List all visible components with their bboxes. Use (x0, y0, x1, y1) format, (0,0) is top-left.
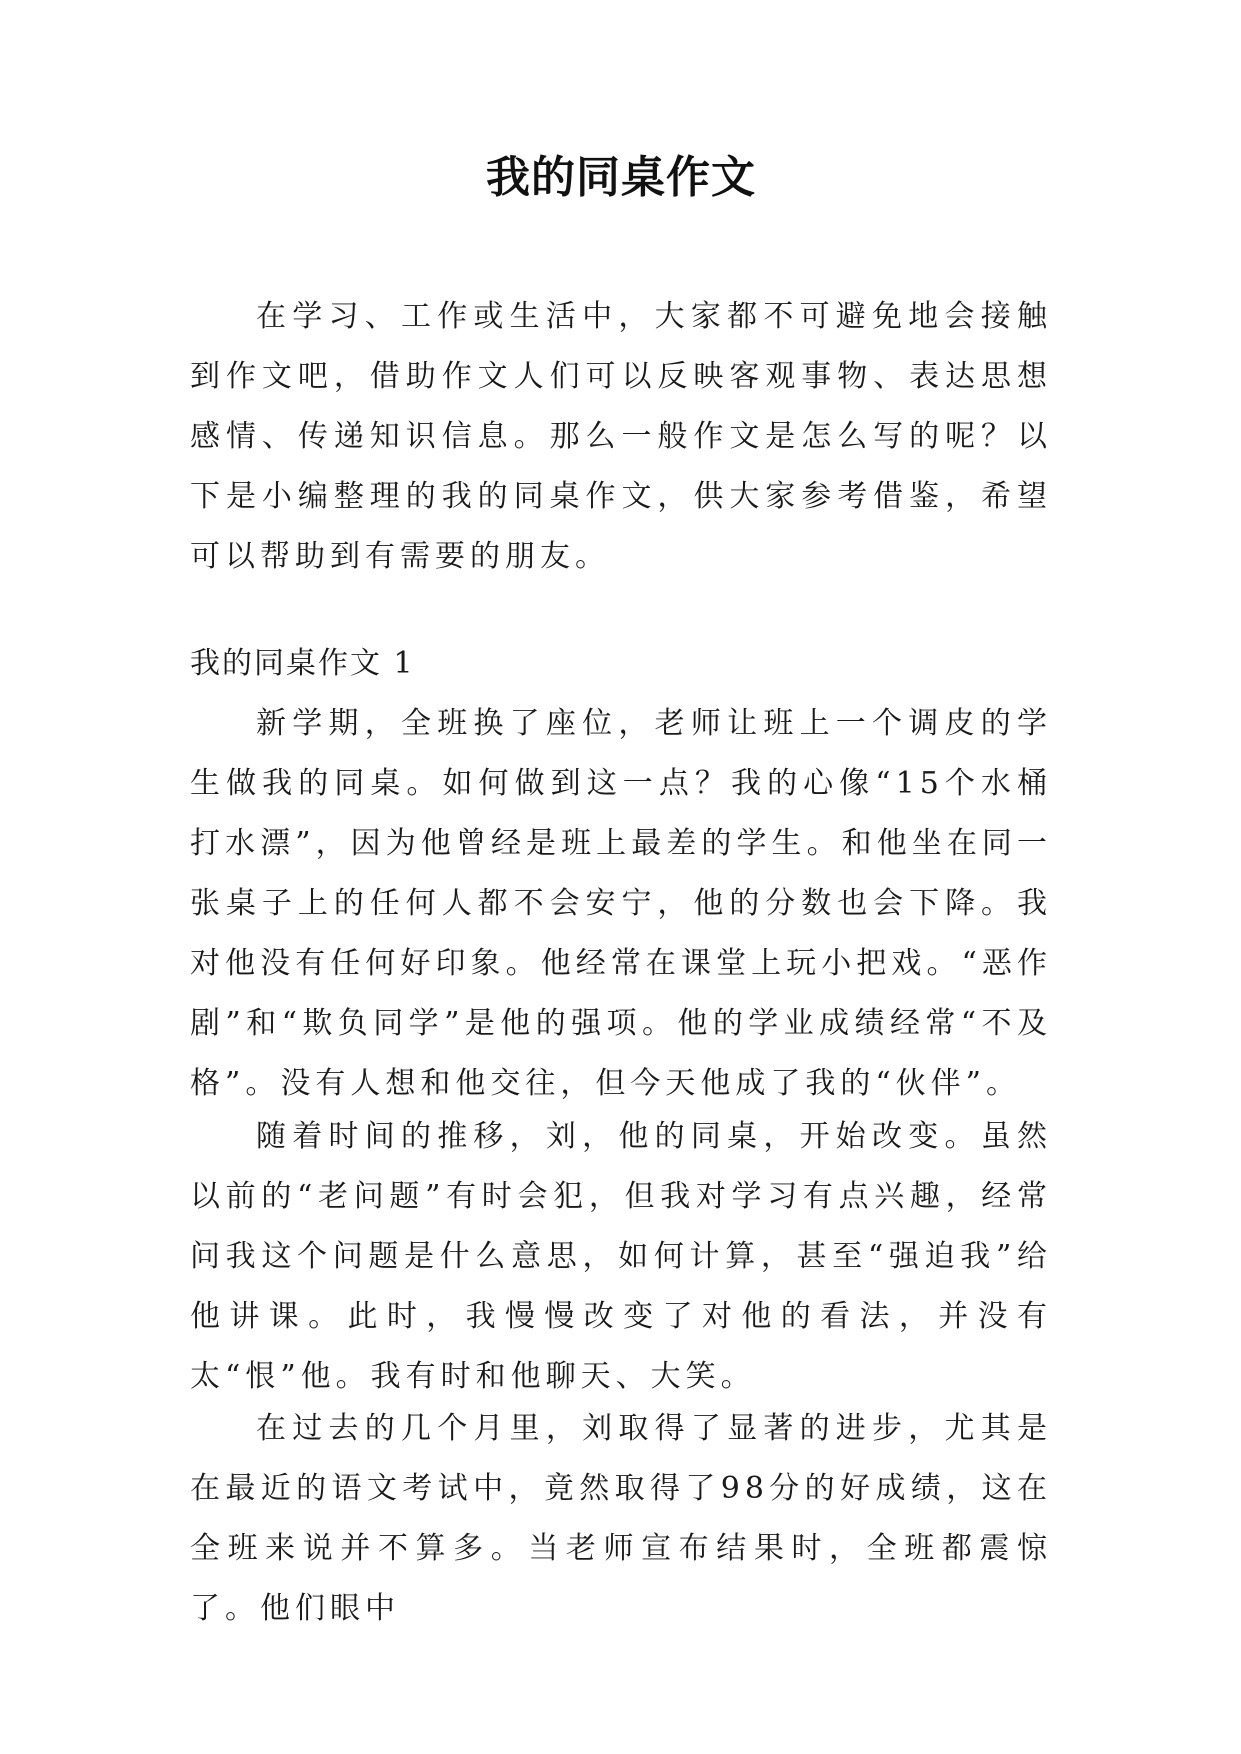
body-paragraph: 新学期，全班换了座位，老师让班上一个调皮的学生做我的同桌。如何做到这一点？我的心像“15个水桶打水漂”，因为他曾经是班上最差的学生。和他坐在同一张桌子上的任何人都不会安宁，他的分数也会下降。我对他没有任何好印象。他经常在课堂上玩小把戏。“恶作剧”和“欺负同学”是他的强项。他的学业成绩经常“不及格”。没有人想和他交往，但今天他成了我的“伙伴”。 (190, 706, 1052, 1101)
section-heading: 我的同桌作文 1 (190, 646, 415, 681)
body-paragraph: 在过去的几个月里，刘取得了显著的进步，尤其是在最近的语文考试中，竟然取得了98分的好成绩，这在全班来说并不算多。当老师宣布结果时，全班都震惊了。他们眼中 (190, 1411, 1052, 1626)
document-title: 我的同桌作文 (486, 152, 756, 203)
body-paragraph: 随着时间的推移，刘，他的同桌，开始改变。虽然以前的“老问题”有时会犯，但我对学习有点兴趣，经常问我这个问题是什么意思，如何计算，甚至“强迫我”给他讲课。此时，我慢慢改变了对他的看法，并没有太“恨”他。我有时和他聊天、大笑。 (190, 1119, 1052, 1394)
intro-paragraph: 在学习、工作或生活中，大家都不可避免地会接触到作文吧，借助作文人们可以反映客观事物、表达思想感情、传递知识信息。那么一般作文是怎么写的呢？以下是小编整理的我的同桌作文，供大家参考借鉴，希望可以帮助到有需要的朋友。 (190, 299, 1052, 574)
